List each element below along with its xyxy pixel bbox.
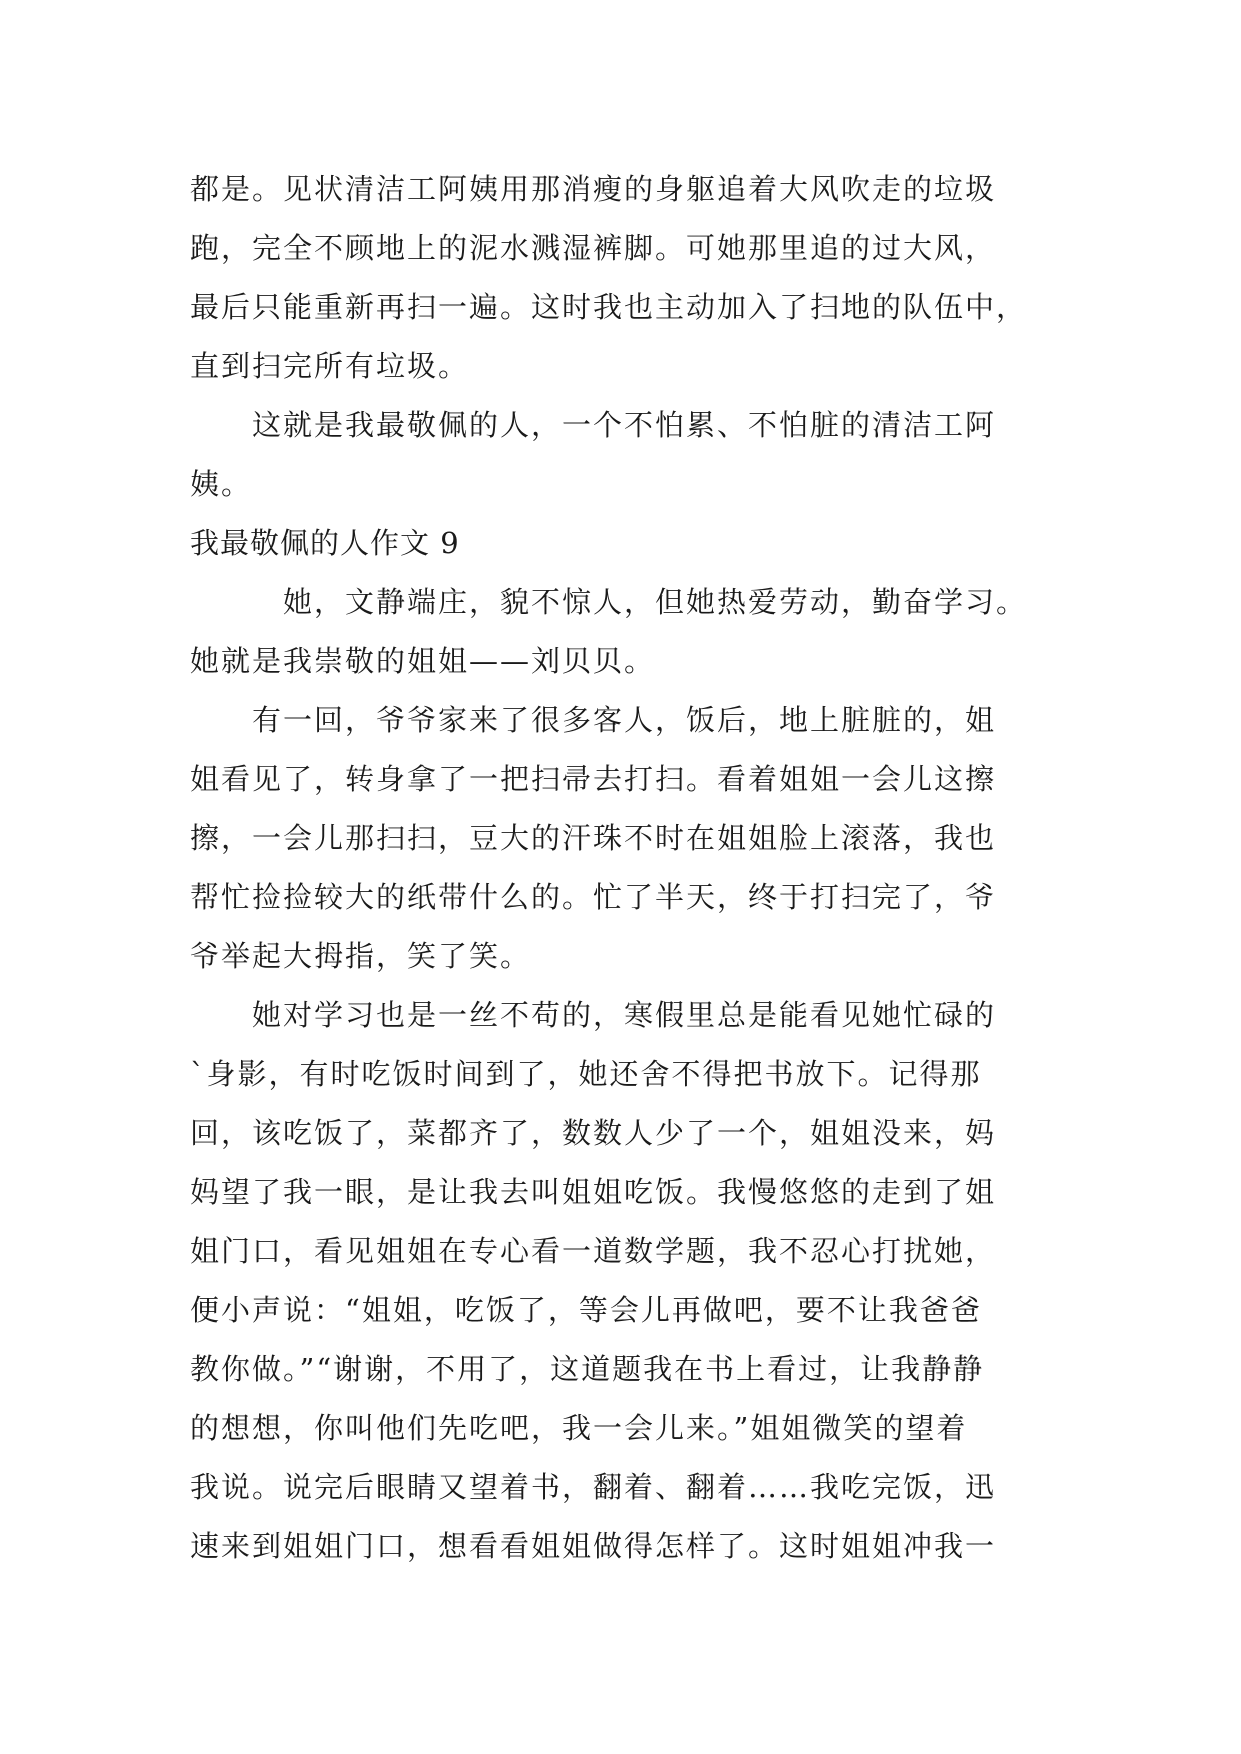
text-line: 她对学习也是一丝不苟的，寒假里总是能看见她忙碌的 xyxy=(190,998,997,1032)
text-line: 有一回，爷爷家来了很多客人，饭后，地上脏脏的，姐 xyxy=(190,703,997,737)
text-line: 这就是我最敬佩的人，一个不怕累、不怕脏的清洁工阿 xyxy=(190,408,997,442)
text-line: 姨。 xyxy=(190,467,253,501)
text-line: 擦，一会儿那扫扫，豆大的汗珠不时在姐姐脸上滚落，我也 xyxy=(190,821,997,855)
text-line: 姐看见了，转身拿了一把扫帚去打扫。看着姐姐一会儿这擦 xyxy=(190,762,997,796)
text-line: 速来到姐姐门口，想看看姐姐做得怎样了。这时姐姐冲我一 xyxy=(190,1529,997,1563)
text-line: 她，文静端庄，貌不惊人，但她热爱劳动，勤奋学习。 xyxy=(190,585,1028,619)
text-line: 爷举起大拇指，笑了笑。 xyxy=(190,939,532,973)
text-line: 的想想，你叫他们先吃吧，我一会儿来。”姐姐微笑的望着 xyxy=(190,1411,968,1445)
text-line: 教你做。”“谢谢，不用了，这道题我在书上看过，让我静静 xyxy=(190,1352,985,1386)
text-line: 便小声说：“姐姐，吃饭了，等会儿再做吧，要不让我爸爸 xyxy=(190,1293,982,1327)
text-line: 妈望了我一眼，是让我去叫姐姐吃饭。我慢悠悠的走到了姐 xyxy=(190,1175,997,1209)
text-line: `身影，有时吃饭时间到了，她还舍不得把书放下。记得那 xyxy=(190,1057,982,1091)
text-line: 我说。说完后眼睛又望着书，翻着、翻着……我吃完饭，迅 xyxy=(190,1470,997,1504)
document-body xyxy=(190,160,1080,1576)
text-line: 回，该吃饭了，菜都齐了，数数人少了一个，姐姐没来，妈 xyxy=(190,1116,997,1150)
text-line: 都是。见状清洁工阿姨用那消瘦的身躯追着大风吹走的垃圾 xyxy=(190,172,997,206)
text-line: 姐门口，看见姐姐在专心看一道数学题，我不忍心打扰她， xyxy=(190,1234,997,1268)
text-line: 她就是我崇敬的姐姐——刘贝贝。 xyxy=(190,644,656,678)
section-title: 我最敬佩的人作文 9 xyxy=(190,526,460,560)
text-line: 帮忙捡捡较大的纸带什么的。忙了半天，终于打扫完了，爷 xyxy=(190,880,997,914)
text-line: 直到扫完所有垃圾。 xyxy=(190,349,470,383)
text-line: 跑，完全不顾地上的泥水溅湿裤脚。可她那里追的过大风， xyxy=(190,231,997,265)
text-line: 最后只能重新再扫一遍。这时我也主动加入了扫地的队伍中， xyxy=(190,290,1028,324)
